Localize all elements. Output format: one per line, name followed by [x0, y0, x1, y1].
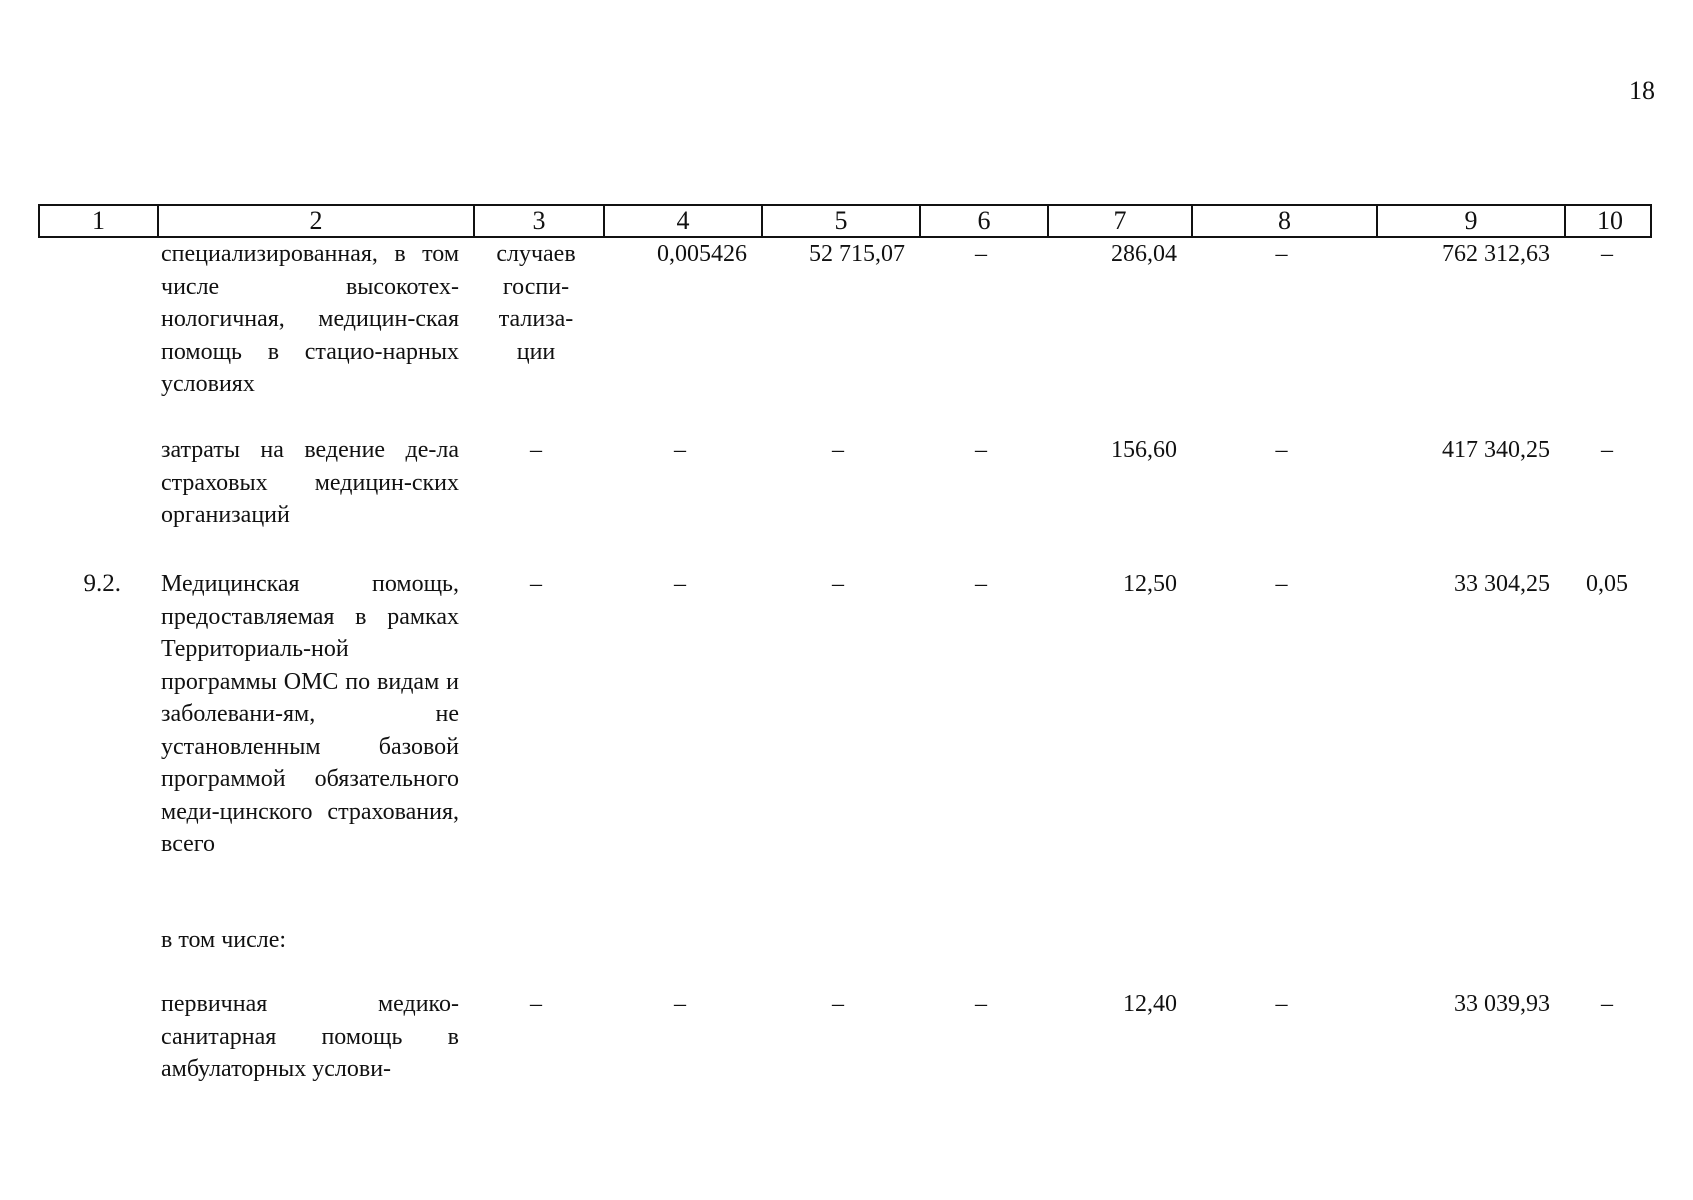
row-unit: – — [530, 437, 542, 463]
row-col-6: – — [975, 991, 987, 1017]
row-col-6: – — [975, 437, 987, 463]
row-col-7: 12,50 — [1123, 571, 1177, 597]
row-col-8: – — [1275, 571, 1288, 597]
row-col-8: – — [1275, 241, 1288, 267]
row-description: первичная медико-санитарная помощь в амбулаторных услови- — [161, 991, 459, 1082]
header-cell-6: 6 — [919, 206, 1047, 236]
row-col-7: 286,04 — [1111, 241, 1177, 267]
row-col-6: – — [975, 241, 987, 267]
row-col-9: 762 312,63 — [1442, 241, 1550, 267]
row-unit: случаев госпи-тализа-ции — [496, 241, 576, 365]
row-col-8: – — [1275, 991, 1288, 1017]
row-col-5: – — [832, 571, 844, 597]
row-col-5: – — [832, 437, 844, 463]
header-cell-4: 4 — [603, 206, 761, 236]
row-col-4: – — [674, 437, 686, 463]
row-col-10: 0,05 — [1586, 571, 1628, 597]
row-description: Медицинская помощь, предоставляемая в рамках Территориаль-ной программы ОМС по видам и заболевани-ям, не установленным базовой программой обязательного меди-цинского страхования, всего — [161, 571, 459, 857]
table-header-row — [38, 204, 1652, 238]
header-cell-9: 9 — [1376, 206, 1564, 236]
row-col-9: 33 039,93 — [1454, 991, 1550, 1017]
row-col-9: 33 304,25 — [1454, 571, 1550, 597]
row-col-9: 417 340,25 — [1442, 437, 1550, 463]
table-row — [38, 238, 1652, 401]
row-unit: – — [530, 571, 542, 597]
table-row — [38, 988, 1652, 1086]
row-number: 9.2. — [83, 570, 121, 597]
row-col-7: 156,60 — [1111, 437, 1177, 463]
header-cell-3: 3 — [473, 206, 603, 236]
row-col-10: – — [1601, 991, 1613, 1017]
header-cell-7: 7 — [1047, 206, 1191, 236]
row-col-10: – — [1601, 437, 1613, 463]
header-cell-1: 1 — [92, 206, 105, 235]
row-col-5: – — [832, 991, 844, 1017]
header-cell-2: 2 — [157, 206, 473, 236]
row-description: в том числе: — [161, 927, 287, 953]
table-row — [38, 924, 1652, 957]
header-cell-5: 5 — [761, 206, 919, 236]
row-col-4: – — [674, 991, 686, 1017]
row-unit: – — [530, 991, 542, 1017]
row-description: специализированная, в том числе высокотех-нологичная, медицин-ская помощь в стацио-нарных условиях — [161, 241, 459, 397]
row-col-6: – — [975, 571, 987, 597]
header-cell-10: 10 — [1564, 206, 1654, 236]
row-col-4: – — [674, 571, 686, 597]
row-description: затраты на ведение де-ла страховых медицин-ских организаций — [161, 437, 459, 528]
row-col-4: 0,005426 — [657, 241, 747, 267]
table-row — [38, 434, 1652, 532]
row-col-8: – — [1275, 437, 1288, 463]
row-col-7: 12,40 — [1123, 991, 1177, 1017]
row-col-10: – — [1601, 241, 1613, 267]
header-cell-8: 8 — [1191, 206, 1376, 236]
page-number: 18 — [1629, 76, 1655, 105]
row-col-5: 52 715,07 — [809, 241, 905, 267]
table-row — [38, 568, 1652, 861]
